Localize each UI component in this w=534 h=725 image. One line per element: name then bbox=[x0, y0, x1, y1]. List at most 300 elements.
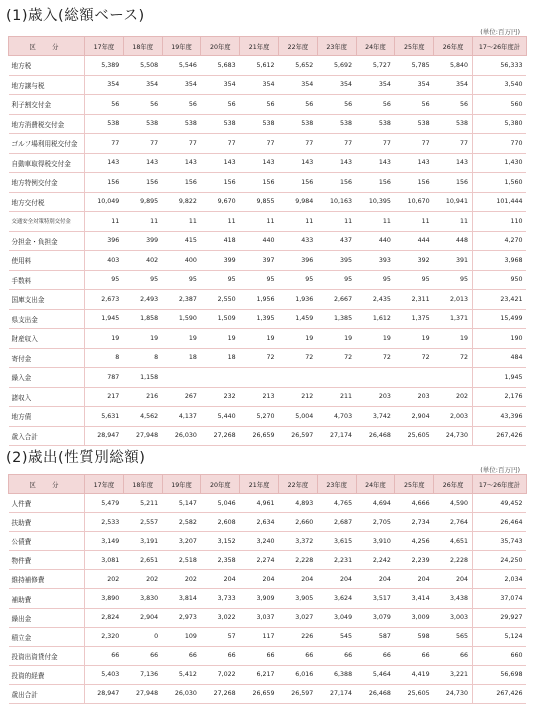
value-cell: 1,395 bbox=[240, 309, 279, 329]
value-cell: 204 bbox=[201, 570, 240, 589]
value-cell: 11 bbox=[240, 212, 279, 232]
value-cell: 1,936 bbox=[278, 290, 317, 310]
value-cell: 143 bbox=[240, 153, 279, 173]
value-cell: 267 bbox=[162, 387, 201, 407]
value-cell: 433 bbox=[278, 231, 317, 251]
total-header: 17〜26年度計 bbox=[472, 475, 526, 494]
value-cell: 4,666 bbox=[395, 494, 434, 513]
value-cell: 538 bbox=[123, 114, 162, 134]
value-cell: 3,615 bbox=[317, 532, 356, 551]
year-header: 22年度 bbox=[278, 475, 317, 494]
row-label: 寄付金 bbox=[9, 348, 85, 368]
table-row bbox=[9, 251, 527, 271]
value-cell: 203 bbox=[356, 387, 395, 407]
value-cell: 538 bbox=[317, 114, 356, 134]
value-cell: 3,149 bbox=[85, 532, 124, 551]
value-cell: 143 bbox=[395, 153, 434, 173]
row-label: 自動車取得税交付金 bbox=[9, 153, 85, 173]
value-cell: 56 bbox=[85, 95, 124, 115]
table-row bbox=[9, 368, 527, 388]
value-cell: 3,037 bbox=[240, 608, 279, 627]
value-cell: 393 bbox=[356, 251, 395, 271]
row-label: 扶助費 bbox=[9, 513, 85, 532]
table-row bbox=[9, 114, 527, 134]
value-cell: 143 bbox=[278, 153, 317, 173]
value-cell: 11 bbox=[434, 212, 473, 232]
value-cell: 2,904 bbox=[395, 407, 434, 427]
value-cell: 56 bbox=[395, 95, 434, 115]
value-cell: 66 bbox=[278, 646, 317, 665]
value-cell: 232 bbox=[201, 387, 240, 407]
value-cell: 77 bbox=[317, 134, 356, 154]
total-cell: 56,698 bbox=[472, 665, 526, 684]
table-row bbox=[9, 387, 527, 407]
value-cell: 8 bbox=[85, 348, 124, 368]
table-row bbox=[9, 532, 527, 551]
header-label: 区 分 bbox=[9, 37, 85, 56]
table-row bbox=[9, 231, 527, 251]
revenue-header-row bbox=[9, 37, 527, 56]
value-cell: 204 bbox=[434, 570, 473, 589]
value-cell: 4,703 bbox=[317, 407, 356, 427]
row-label: 地方税 bbox=[9, 56, 85, 76]
value-cell: 2,228 bbox=[278, 551, 317, 570]
table-row bbox=[9, 153, 527, 173]
value-cell bbox=[356, 368, 395, 388]
value-cell: 143 bbox=[356, 153, 395, 173]
value-cell: 538 bbox=[356, 114, 395, 134]
value-cell: 26,030 bbox=[162, 684, 201, 703]
table-row bbox=[9, 407, 527, 427]
value-cell: 444 bbox=[395, 231, 434, 251]
value-cell: 3,049 bbox=[317, 608, 356, 627]
value-cell: 4,419 bbox=[395, 665, 434, 684]
value-cell: 77 bbox=[434, 134, 473, 154]
value-cell: 5,464 bbox=[356, 665, 395, 684]
value-cell: 143 bbox=[162, 153, 201, 173]
row-label: 地方特例交付金 bbox=[9, 173, 85, 193]
total-cell: 23,421 bbox=[472, 290, 526, 310]
table-row bbox=[9, 309, 527, 329]
value-cell: 156 bbox=[123, 173, 162, 193]
value-cell: 5,727 bbox=[356, 56, 395, 76]
value-cell: 1,371 bbox=[434, 309, 473, 329]
total-header: 17〜26年度計 bbox=[472, 37, 526, 56]
value-cell: 226 bbox=[278, 627, 317, 646]
value-cell: 156 bbox=[356, 173, 395, 193]
value-cell: 109 bbox=[162, 627, 201, 646]
expenditure-unit-note: (単位:百万円) bbox=[480, 466, 520, 474]
table-row bbox=[9, 627, 527, 646]
value-cell: 9,895 bbox=[123, 192, 162, 212]
value-cell: 0 bbox=[123, 627, 162, 646]
value-cell: 204 bbox=[356, 570, 395, 589]
value-cell: 11 bbox=[356, 212, 395, 232]
value-cell: 3,027 bbox=[278, 608, 317, 627]
value-cell: 72 bbox=[434, 348, 473, 368]
row-label: 地方消費税交付金 bbox=[9, 114, 85, 134]
value-cell: 19 bbox=[434, 329, 473, 349]
value-cell: 56 bbox=[123, 95, 162, 115]
value-cell: 2,311 bbox=[395, 290, 434, 310]
value-cell: 2,824 bbox=[85, 608, 124, 627]
value-cell: 66 bbox=[201, 646, 240, 665]
year-header: 23年度 bbox=[317, 37, 356, 56]
value-cell: 538 bbox=[85, 114, 124, 134]
value-cell: 95 bbox=[395, 270, 434, 290]
value-cell: 11 bbox=[278, 212, 317, 232]
value-cell: 19 bbox=[317, 329, 356, 349]
value-cell: 19 bbox=[278, 329, 317, 349]
value-cell: 4,961 bbox=[240, 494, 279, 513]
table-row bbox=[9, 608, 527, 627]
table-row bbox=[9, 665, 527, 684]
value-cell: 2,231 bbox=[317, 551, 356, 570]
value-cell: 5,147 bbox=[162, 494, 201, 513]
value-cell: 66 bbox=[434, 646, 473, 665]
table-row bbox=[9, 75, 527, 95]
value-cell: 72 bbox=[278, 348, 317, 368]
value-cell: 354 bbox=[201, 75, 240, 95]
total-cell: 35,743 bbox=[472, 532, 526, 551]
value-cell: 11 bbox=[85, 212, 124, 232]
value-cell: 11 bbox=[123, 212, 162, 232]
year-header: 17年度 bbox=[85, 475, 124, 494]
value-cell: 217 bbox=[85, 387, 124, 407]
year-header: 19年度 bbox=[162, 475, 201, 494]
value-cell: 6,016 bbox=[278, 665, 317, 684]
value-cell: 3,890 bbox=[85, 589, 124, 608]
value-cell: 56 bbox=[278, 95, 317, 115]
value-cell: 27,174 bbox=[317, 684, 356, 703]
value-cell: 4,137 bbox=[162, 407, 201, 427]
value-cell: 2,705 bbox=[356, 513, 395, 532]
value-cell: 2,734 bbox=[395, 513, 434, 532]
value-cell: 3,517 bbox=[356, 589, 395, 608]
value-cell: 11 bbox=[162, 212, 201, 232]
value-cell: 2,493 bbox=[123, 290, 162, 310]
year-header: 24年度 bbox=[356, 37, 395, 56]
row-label: 繰出金 bbox=[9, 608, 85, 627]
table-row bbox=[9, 95, 527, 115]
total-cell: 3,968 bbox=[472, 251, 526, 271]
value-cell: 3,814 bbox=[162, 589, 201, 608]
value-cell: 204 bbox=[395, 570, 434, 589]
value-cell: 2,582 bbox=[162, 513, 201, 532]
total-cell: 43,396 bbox=[472, 407, 526, 427]
table-row bbox=[9, 684, 527, 703]
row-label: 積立金 bbox=[9, 627, 85, 646]
row-label: 投資出資貸付金 bbox=[9, 646, 85, 665]
value-cell: 1,385 bbox=[317, 309, 356, 329]
value-cell: 27,268 bbox=[201, 684, 240, 703]
row-label: 物件費 bbox=[9, 551, 85, 570]
total-cell: 37,074 bbox=[472, 589, 526, 608]
value-cell: 95 bbox=[85, 270, 124, 290]
value-cell: 5,270 bbox=[240, 407, 279, 427]
value-cell: 5,612 bbox=[240, 56, 279, 76]
year-header: 18年度 bbox=[123, 475, 162, 494]
value-cell: 212 bbox=[278, 387, 317, 407]
value-cell: 204 bbox=[240, 570, 279, 589]
value-cell: 598 bbox=[395, 627, 434, 646]
value-cell: 2,550 bbox=[201, 290, 240, 310]
value-cell: 203 bbox=[395, 387, 434, 407]
value-cell: 19 bbox=[85, 329, 124, 349]
value-cell: 5,389 bbox=[85, 56, 124, 76]
value-cell: 5,546 bbox=[162, 56, 201, 76]
value-cell: 143 bbox=[85, 153, 124, 173]
value-cell bbox=[434, 368, 473, 388]
year-header: 22年度 bbox=[278, 37, 317, 56]
value-cell: 5,652 bbox=[278, 56, 317, 76]
value-cell: 3,009 bbox=[395, 608, 434, 627]
value-cell: 19 bbox=[240, 329, 279, 349]
value-cell: 2,764 bbox=[434, 513, 473, 532]
expenditure-header-row bbox=[9, 475, 527, 494]
row-label: 国庫支出金 bbox=[9, 290, 85, 310]
value-cell: 5,692 bbox=[317, 56, 356, 76]
total-cell: 101,444 bbox=[472, 192, 526, 212]
value-cell: 2,651 bbox=[123, 551, 162, 570]
value-cell: 3,003 bbox=[434, 608, 473, 627]
value-cell: 3,221 bbox=[434, 665, 473, 684]
value-cell: 1,158 bbox=[123, 368, 162, 388]
value-cell: 3,438 bbox=[434, 589, 473, 608]
value-cell: 4,765 bbox=[317, 494, 356, 513]
value-cell: 9,670 bbox=[201, 192, 240, 212]
value-cell: 397 bbox=[240, 251, 279, 271]
total-cell: 560 bbox=[472, 95, 526, 115]
value-cell: 5,211 bbox=[123, 494, 162, 513]
value-cell: 5,683 bbox=[201, 56, 240, 76]
year-header: 26年度 bbox=[434, 37, 473, 56]
value-cell: 1,509 bbox=[201, 309, 240, 329]
row-label: 使用料 bbox=[9, 251, 85, 271]
value-cell: 72 bbox=[240, 348, 279, 368]
value-cell: 95 bbox=[434, 270, 473, 290]
value-cell: 66 bbox=[162, 646, 201, 665]
total-cell: 29,927 bbox=[472, 608, 526, 627]
total-cell: 24,250 bbox=[472, 551, 526, 570]
value-cell: 2,013 bbox=[434, 290, 473, 310]
value-cell: 28,947 bbox=[85, 426, 124, 446]
value-cell: 156 bbox=[278, 173, 317, 193]
value-cell: 1,858 bbox=[123, 309, 162, 329]
value-cell: 448 bbox=[434, 231, 473, 251]
value-cell: 26,030 bbox=[162, 426, 201, 446]
value-cell: 95 bbox=[356, 270, 395, 290]
value-cell: 5,479 bbox=[85, 494, 124, 513]
value-cell: 354 bbox=[278, 75, 317, 95]
value-cell: 19 bbox=[356, 329, 395, 349]
value-cell: 156 bbox=[85, 173, 124, 193]
value-cell: 27,948 bbox=[123, 426, 162, 446]
value-cell: 56 bbox=[317, 95, 356, 115]
value-cell: 27,174 bbox=[317, 426, 356, 446]
value-cell: 395 bbox=[317, 251, 356, 271]
value-cell: 202 bbox=[162, 570, 201, 589]
table-row bbox=[9, 494, 527, 513]
table-row bbox=[9, 192, 527, 212]
value-cell: 4,893 bbox=[278, 494, 317, 513]
value-cell: 3,207 bbox=[162, 532, 201, 551]
value-cell: 77 bbox=[395, 134, 434, 154]
row-label: 交通安全対策特別交付金 bbox=[9, 212, 85, 232]
value-cell: 143 bbox=[317, 153, 356, 173]
value-cell: 587 bbox=[356, 627, 395, 646]
row-label: 補助費 bbox=[9, 589, 85, 608]
value-cell bbox=[201, 368, 240, 388]
value-cell: 66 bbox=[356, 646, 395, 665]
year-header: 18年度 bbox=[123, 37, 162, 56]
header-label: 区 分 bbox=[9, 475, 85, 494]
value-cell: 56 bbox=[356, 95, 395, 115]
value-cell: 8 bbox=[123, 348, 162, 368]
value-cell: 3,414 bbox=[395, 589, 434, 608]
value-cell: 10,395 bbox=[356, 192, 395, 212]
value-cell: 2,518 bbox=[162, 551, 201, 570]
value-cell: 26,597 bbox=[278, 426, 317, 446]
value-cell: 538 bbox=[240, 114, 279, 134]
expenditure-table bbox=[8, 474, 527, 704]
value-cell: 4,562 bbox=[123, 407, 162, 427]
row-label: 手数料 bbox=[9, 270, 85, 290]
row-label: ゴルフ場利用税交付金 bbox=[9, 134, 85, 154]
value-cell: 5,785 bbox=[395, 56, 434, 76]
value-cell: 26,468 bbox=[356, 684, 395, 703]
total-cell: 110 bbox=[472, 212, 526, 232]
value-cell: 66 bbox=[85, 646, 124, 665]
table-row bbox=[9, 56, 527, 76]
year-header: 24年度 bbox=[356, 475, 395, 494]
value-cell bbox=[162, 368, 201, 388]
value-cell: 117 bbox=[240, 627, 279, 646]
value-cell: 354 bbox=[356, 75, 395, 95]
value-cell: 95 bbox=[201, 270, 240, 290]
year-header: 19年度 bbox=[162, 37, 201, 56]
table-row bbox=[9, 348, 527, 368]
value-cell: 26,597 bbox=[278, 684, 317, 703]
value-cell: 2,973 bbox=[162, 608, 201, 627]
value-cell: 72 bbox=[356, 348, 395, 368]
value-cell: 538 bbox=[162, 114, 201, 134]
value-cell: 5,840 bbox=[434, 56, 473, 76]
value-cell: 72 bbox=[317, 348, 356, 368]
value-cell: 2,228 bbox=[434, 551, 473, 570]
row-label: 利子割交付金 bbox=[9, 95, 85, 115]
value-cell: 2,687 bbox=[317, 513, 356, 532]
value-cell: 143 bbox=[434, 153, 473, 173]
row-label: 繰入金 bbox=[9, 368, 85, 388]
value-cell: 3,905 bbox=[278, 589, 317, 608]
value-cell: 2,387 bbox=[162, 290, 201, 310]
value-cell: 77 bbox=[356, 134, 395, 154]
value-cell: 2,320 bbox=[85, 627, 124, 646]
value-cell: 202 bbox=[434, 387, 473, 407]
total-cell: 267,426 bbox=[472, 426, 526, 446]
value-cell: 9,984 bbox=[278, 192, 317, 212]
value-cell: 27,948 bbox=[123, 684, 162, 703]
value-cell: 2,557 bbox=[123, 513, 162, 532]
value-cell: 5,403 bbox=[85, 665, 124, 684]
value-cell: 354 bbox=[317, 75, 356, 95]
value-cell: 354 bbox=[434, 75, 473, 95]
value-cell: 5,631 bbox=[85, 407, 124, 427]
value-cell: 354 bbox=[162, 75, 201, 95]
value-cell: 399 bbox=[201, 251, 240, 271]
value-cell: 3,830 bbox=[123, 589, 162, 608]
year-header: 21年度 bbox=[240, 37, 279, 56]
value-cell: 1,945 bbox=[85, 309, 124, 329]
value-cell: 354 bbox=[85, 75, 124, 95]
expenditure-body bbox=[9, 494, 527, 704]
value-cell: 2,274 bbox=[240, 551, 279, 570]
value-cell: 18 bbox=[162, 348, 201, 368]
value-cell: 6,388 bbox=[317, 665, 356, 684]
value-cell: 3,079 bbox=[356, 608, 395, 627]
value-cell: 4,694 bbox=[356, 494, 395, 513]
value-cell: 7,136 bbox=[123, 665, 162, 684]
value-cell: 3,742 bbox=[356, 407, 395, 427]
value-cell: 418 bbox=[201, 231, 240, 251]
total-cell: 484 bbox=[472, 348, 526, 368]
value-cell: 545 bbox=[317, 627, 356, 646]
value-cell: 156 bbox=[201, 173, 240, 193]
value-cell: 56 bbox=[201, 95, 240, 115]
value-cell: 5,508 bbox=[123, 56, 162, 76]
value-cell: 19 bbox=[201, 329, 240, 349]
value-cell: 156 bbox=[240, 173, 279, 193]
row-label: 公債費 bbox=[9, 532, 85, 551]
table-row bbox=[9, 212, 527, 232]
value-cell: 77 bbox=[240, 134, 279, 154]
value-cell: 66 bbox=[395, 646, 434, 665]
value-cell: 77 bbox=[201, 134, 240, 154]
value-cell: 4,651 bbox=[434, 532, 473, 551]
value-cell: 66 bbox=[317, 646, 356, 665]
value-cell: 143 bbox=[201, 153, 240, 173]
value-cell: 56 bbox=[240, 95, 279, 115]
value-cell: 3,624 bbox=[317, 589, 356, 608]
total-cell: 26,464 bbox=[472, 513, 526, 532]
total-cell: 5,124 bbox=[472, 627, 526, 646]
value-cell: 440 bbox=[240, 231, 279, 251]
row-label: 人件費 bbox=[9, 494, 85, 513]
value-cell: 2,239 bbox=[395, 551, 434, 570]
value-cell: 1,956 bbox=[240, 290, 279, 310]
value-cell: 56 bbox=[162, 95, 201, 115]
value-cell: 538 bbox=[201, 114, 240, 134]
total-cell: 4,270 bbox=[472, 231, 526, 251]
expenditure-title: (2)歳出(性質別総額) bbox=[6, 450, 146, 466]
value-cell: 2,435 bbox=[356, 290, 395, 310]
table-row bbox=[9, 426, 527, 446]
value-cell: 11 bbox=[395, 212, 434, 232]
table-row bbox=[9, 270, 527, 290]
value-cell: 2,533 bbox=[85, 513, 124, 532]
value-cell: 95 bbox=[240, 270, 279, 290]
value-cell: 2,673 bbox=[85, 290, 124, 310]
value-cell: 26,659 bbox=[240, 426, 279, 446]
value-cell: 25,605 bbox=[395, 426, 434, 446]
value-cell: 3,152 bbox=[201, 532, 240, 551]
total-cell: 190 bbox=[472, 329, 526, 349]
value-cell: 4,590 bbox=[434, 494, 473, 513]
year-header: 17年度 bbox=[85, 37, 124, 56]
table-row bbox=[9, 329, 527, 349]
value-cell: 202 bbox=[123, 570, 162, 589]
